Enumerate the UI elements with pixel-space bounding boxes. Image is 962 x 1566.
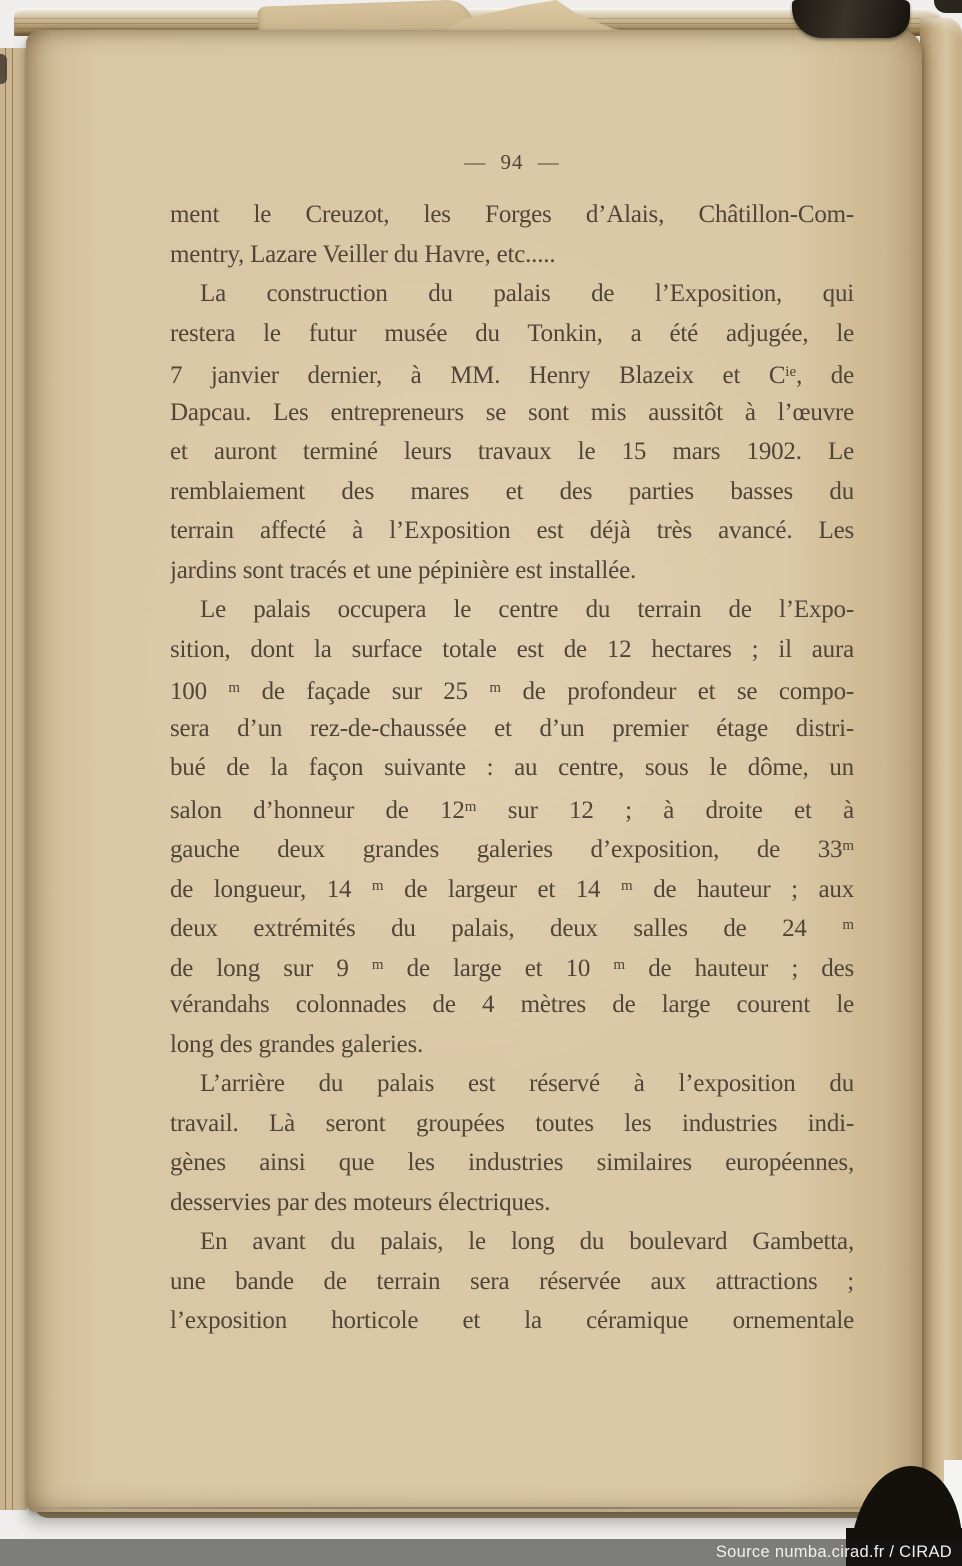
text-segment: restera le futur musée du Tonkin, a été adjugée, le [170, 319, 854, 347]
text-line [170, 1104, 854, 1144]
text-segment: gènes ainsi que les industries similaires européennes, [170, 1149, 854, 1176]
text-segment: gauche deux grandes galeries d’exposition, de 33 [170, 836, 843, 863]
text-segment: de façade sur 25 [240, 678, 490, 705]
text-segment: de hauteur ; aux [632, 875, 854, 903]
text-segment: L’arrière du palais est réservé à l’exposition du [200, 1070, 854, 1097]
text-line [170, 393, 854, 433]
text-line [170, 669, 854, 709]
superscript-unit: m [489, 680, 501, 696]
text-segment: et auront terminé leurs travaux le 15 mars 1902. Le [170, 438, 854, 465]
text-line [170, 985, 854, 1025]
text-line [170, 353, 854, 393]
text-line [170, 1183, 854, 1223]
superscript-unit: m [620, 877, 633, 894]
text-segment: ment le Creuzot, les Forges d’Alais, Châtillon-Com- [170, 201, 854, 228]
superscript-unit: m [842, 838, 854, 854]
text-segment: de hauteur ; des [625, 954, 854, 982]
text-line [170, 709, 854, 749]
text-line [170, 274, 854, 314]
adjacent-page-edge [920, 18, 962, 1482]
page-stack-left-edge [0, 48, 27, 1510]
text-line [170, 1262, 854, 1302]
text-segment: remblaiement des mares et des parties basses du [170, 477, 854, 505]
text-segment: de large et 10 [383, 954, 614, 982]
text-segment: desservies par des moteurs électriques. [170, 1188, 551, 1216]
text-line [170, 1025, 854, 1065]
text-line [170, 472, 854, 512]
text-line [170, 235, 854, 275]
text-segment: 7 janvier dernier, à MM. Henry Blazeix et C [170, 362, 786, 389]
text-segment: sur 12 ; à droite et à [476, 796, 854, 824]
text-line [170, 1222, 854, 1262]
text-line [170, 1064, 854, 1104]
superscript-unit: ie [785, 364, 797, 380]
text-segment: travail. Là seront groupées toutes les industries indi- [170, 1109, 854, 1137]
text-line [170, 511, 854, 551]
text-segment: sera d’un rez-de-chaussée et d’un premier étage distri- [170, 714, 854, 742]
text-line [170, 1143, 854, 1183]
page-text-block [170, 195, 854, 1341]
superscript-unit: m [371, 877, 384, 894]
book-page [26, 30, 922, 1512]
text-line [170, 432, 854, 472]
text-line [170, 946, 854, 986]
text-line [170, 195, 854, 235]
superscript-unit: m [228, 680, 241, 696]
text-segment: La construction du palais de l’Exposition, qui [200, 280, 854, 307]
text-segment: deux extrémités du palais, deux salles de 24 [170, 915, 843, 942]
text-segment: salon d’honneur de 12 [170, 796, 465, 824]
text-segment: de profondeur et se compo- [501, 678, 854, 705]
superscript-unit: m [613, 956, 626, 973]
watermark-text: Source numba.cirad.fr / CIRAD [715, 1543, 952, 1561]
text-segment: Le palais occupera le centre du terrain de l’Expo- [200, 596, 854, 623]
superscript-unit: m [464, 798, 477, 815]
text-segment: Dapcau. Les entrepreneurs se sont mis aussitôt à l’œuvre [170, 398, 854, 426]
text-segment: une bande de terrain sera réservée aux attractions ; [170, 1267, 854, 1295]
text-segment: bué de la façon suivante : au centre, sous le dôme, un [170, 754, 854, 781]
text-line [170, 590, 854, 630]
text-segment: de long sur 9 [170, 954, 372, 982]
text-segment: 100 [170, 678, 229, 705]
text-segment: jardins sont tracés et une pépinière est installée. [170, 556, 637, 584]
text-segment: vérandahs colonnades de 4 mètres de large courent le [170, 991, 854, 1018]
text-segment: sition, dont la surface totale est de 12 hectares ; il aura [170, 635, 854, 663]
text-line [170, 551, 854, 591]
text-line [170, 748, 854, 788]
text-segment: long des grandes galeries. [170, 1030, 424, 1058]
book-binding-corner [934, 0, 962, 13]
superscript-unit: m [842, 917, 854, 933]
page-number: — 94 — [464, 150, 560, 174]
text-line [170, 906, 854, 946]
text-segment: de largeur et 14 [383, 875, 621, 903]
text-line [170, 867, 854, 907]
text-line [170, 827, 854, 867]
book-binding-top [792, 0, 910, 38]
text-segment: terrain affecté à l’Exposition est déjà très avancé. Les [170, 517, 854, 544]
text-segment: , de [796, 362, 854, 389]
text-segment: mentry, Lazare Veiller du Havre, etc..... [170, 240, 556, 268]
text-line [170, 788, 854, 828]
superscript-unit: m [371, 956, 384, 973]
text-line [170, 1301, 854, 1341]
left-edge-smudge [0, 54, 7, 84]
text-segment: l’exposition horticole et la céramique ornementale [170, 1307, 854, 1334]
text-segment: de longueur, 14 [170, 875, 372, 903]
text-segment: En avant du palais, le long du boulevard Gambetta, [200, 1228, 854, 1255]
text-line [170, 630, 854, 670]
watermark-bar [0, 1539, 962, 1566]
text-line [170, 314, 854, 354]
